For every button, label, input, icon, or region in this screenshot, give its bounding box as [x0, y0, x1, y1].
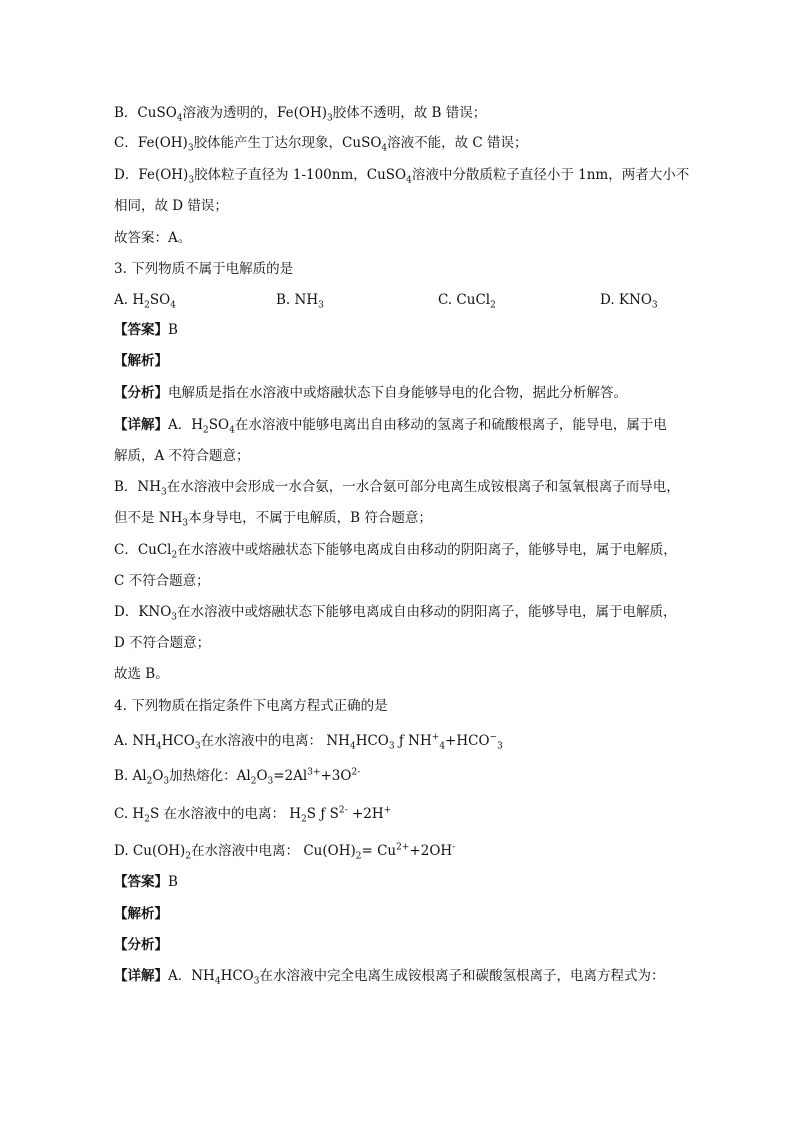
section-label: 【分析】	[114, 385, 168, 401]
text-run: D．KNO	[114, 604, 172, 620]
section-label: 【答案】	[114, 874, 168, 890]
text-run: D. Cu(OH)	[114, 843, 186, 859]
subscript: 3	[194, 741, 201, 752]
text-run: 加热熔化：Al	[169, 768, 251, 784]
superscript: +	[431, 732, 440, 743]
text-line	[114, 509, 432, 527]
text-run: C．Fe(OH)	[114, 135, 188, 151]
text-run: D. KNO	[600, 292, 652, 308]
text-run: A. NH	[114, 733, 156, 749]
subscript: 3	[187, 143, 194, 154]
subscript: 2	[301, 814, 307, 825]
subscript: 2	[355, 851, 362, 862]
text-run: +2H	[347, 806, 384, 822]
section-label: 【详解】	[114, 968, 168, 984]
option-d	[114, 842, 455, 860]
text-run: 溶液中分散质粒子直径小于 1nm，两者大小不	[411, 167, 690, 183]
text-run: ƒ NH	[394, 733, 432, 749]
text-run: 相同，故 D 错误；	[114, 198, 228, 214]
subscript: 2	[146, 776, 153, 787]
subscript: 3	[253, 976, 260, 987]
section-label: 【详解】	[114, 417, 168, 433]
subscript: 4	[349, 741, 356, 752]
text-run: 在水溶液中或熔融状态下能够电离成自由移动的阴阳离子，能够导电，属于电解质，	[177, 604, 677, 620]
subscript: 4	[170, 300, 176, 311]
answer-line	[114, 873, 178, 891]
text-run: 在水溶液中的电离： NH	[200, 733, 350, 749]
text-run: C. H	[114, 806, 145, 822]
text-run: 胶体不透明，故 B 错误；	[332, 105, 487, 121]
text-run: 在水溶液中完全电离生成铵根离子和碳酸氢根离子，电离方程式为：	[259, 968, 665, 984]
text-run: +2OH	[409, 843, 453, 859]
subscript: 3	[171, 612, 178, 623]
text-run: 溶液不能，故 C 错误；	[387, 135, 528, 151]
text-run: C. CuCl	[438, 292, 491, 308]
text-run: S ƒ S	[306, 806, 339, 822]
text-run: A．NH	[168, 968, 215, 984]
question-title	[114, 260, 293, 278]
subscript: 3	[318, 300, 324, 311]
subscript: 3	[182, 518, 189, 529]
section-label: 【答案】	[114, 322, 168, 338]
subscript: 4	[155, 741, 162, 752]
superscript: 3+	[307, 767, 321, 778]
text-run: 在水溶液中会形成一水合氨，一水合氨可部分电离生成铵根离子和氢氧根离子而导电，	[166, 479, 680, 495]
text-run: B	[168, 874, 178, 890]
text-run: B	[168, 322, 178, 338]
analysis-heading	[114, 936, 168, 954]
analysis-heading	[114, 905, 168, 923]
subscript: 2	[185, 851, 192, 862]
text-run: S 在水溶液中的电离： H	[149, 806, 302, 822]
subscript: 3	[388, 741, 395, 752]
text-line	[114, 634, 210, 652]
text-line	[114, 104, 486, 122]
text-line	[114, 384, 627, 402]
text-run: HCO	[161, 733, 195, 749]
text-run: 电解质是指在水溶液中或熔融状态下自身能够导电的化合物，据此分析解答。	[168, 385, 627, 401]
text-line	[114, 134, 528, 152]
answer-line	[114, 321, 178, 339]
text-run: 在水溶液中或熔融状态下能够电离成自由移动的阴阳离子，能够导电，属于电解质，	[177, 542, 677, 558]
text-run: D 不符合题意；	[114, 635, 211, 651]
text-run: C 不符合题意；	[114, 573, 210, 589]
text-run: 故选 B。	[114, 666, 169, 682]
text-line	[114, 229, 191, 247]
text-run: B. Al	[114, 768, 147, 784]
text-run: 胶体能产生丁达尔现象，CuSO	[193, 135, 382, 151]
text-run: HCO	[355, 733, 389, 749]
subscript: 4	[229, 425, 235, 436]
text-run: =2Al	[273, 768, 308, 784]
subscript: 2	[144, 300, 150, 311]
text-run: B．CuSO	[114, 105, 177, 121]
text-line	[114, 967, 664, 985]
text-run: 解质，A 不符合题意；	[114, 448, 250, 464]
text-run: B. NH	[276, 292, 319, 308]
superscript: +	[383, 805, 392, 816]
section-label: 【分析】	[114, 937, 168, 953]
option-a	[114, 732, 503, 750]
subscript: 3	[497, 741, 503, 752]
text-line	[114, 166, 689, 184]
text-run: 故答案：A。	[114, 230, 192, 246]
text-run: 但不是 NH	[114, 510, 183, 526]
superscript: 2+	[396, 842, 410, 853]
text-line	[114, 447, 250, 465]
text-run: O	[256, 768, 268, 784]
option-d	[600, 291, 658, 309]
section-label: 【解析】	[114, 353, 168, 369]
option-b	[276, 291, 324, 309]
text-run: = Cu	[361, 843, 397, 859]
superscript: 2-	[338, 805, 348, 816]
subscript: 3	[267, 776, 274, 787]
text-line	[114, 416, 667, 434]
subscript: 4	[176, 113, 183, 124]
text-run: 3. 下列物质不属于电解质的是	[114, 261, 294, 277]
subscript: 3	[651, 300, 658, 311]
option-c	[438, 291, 496, 309]
text-run: 胶体粒子直径为 1-100nm，CuSO	[194, 167, 407, 183]
subscript: 2	[203, 425, 209, 436]
subscript: 3	[161, 487, 167, 498]
text-line	[114, 572, 210, 590]
subscript: 3	[327, 113, 333, 124]
subscript: 2	[490, 300, 496, 311]
subscript: 3	[163, 776, 170, 787]
subscript: 4	[381, 143, 388, 154]
options-row	[114, 291, 674, 309]
text-run: C．CuCl	[114, 542, 172, 558]
superscript: 2-	[351, 767, 361, 778]
text-run: A. H	[114, 292, 145, 308]
text-run: 溶液为透明的，Fe(OH)	[182, 105, 327, 121]
text-run: SO	[149, 292, 171, 308]
subscript: 3	[188, 175, 195, 186]
text-run: D．Fe(OH)	[114, 167, 189, 183]
option-b	[114, 767, 360, 785]
text-run: O	[152, 768, 164, 784]
superscript: -	[452, 842, 456, 853]
subscript: 4	[214, 976, 221, 987]
text-run: 4. 下列物质在指定条件下电离方程式正确的是	[114, 698, 388, 714]
text-line	[114, 665, 169, 683]
text-run: 本身导电，不属于电解质，B 符合题意；	[188, 510, 432, 526]
question-title	[114, 697, 388, 715]
superscript: −	[489, 732, 498, 743]
text-run: SO	[208, 417, 230, 433]
text-line	[114, 197, 228, 215]
subscript: 2	[171, 550, 178, 561]
text-run: +HCO	[445, 733, 490, 749]
option-a	[114, 291, 176, 309]
text-line	[114, 541, 677, 559]
text-run: HCO	[220, 968, 254, 984]
section-label: 【解析】	[114, 906, 168, 922]
subscript: 4	[406, 175, 412, 186]
text-run: B．NH	[114, 479, 162, 495]
option-c	[114, 805, 391, 823]
text-line	[114, 603, 677, 621]
text-run: +3O	[320, 768, 352, 784]
text-line	[114, 478, 680, 496]
text-run: A．H	[168, 417, 204, 433]
subscript: 4	[439, 741, 446, 752]
subscript: 2	[250, 776, 257, 787]
subscript: 2	[144, 814, 150, 825]
analysis-heading	[114, 352, 168, 370]
text-run: 在水溶液中电离： Cu(OH)	[191, 843, 356, 859]
text-run: 在水溶液中能够电离出自由移动的氢离子和硫酸根离子，能导电，属于电	[234, 417, 667, 433]
